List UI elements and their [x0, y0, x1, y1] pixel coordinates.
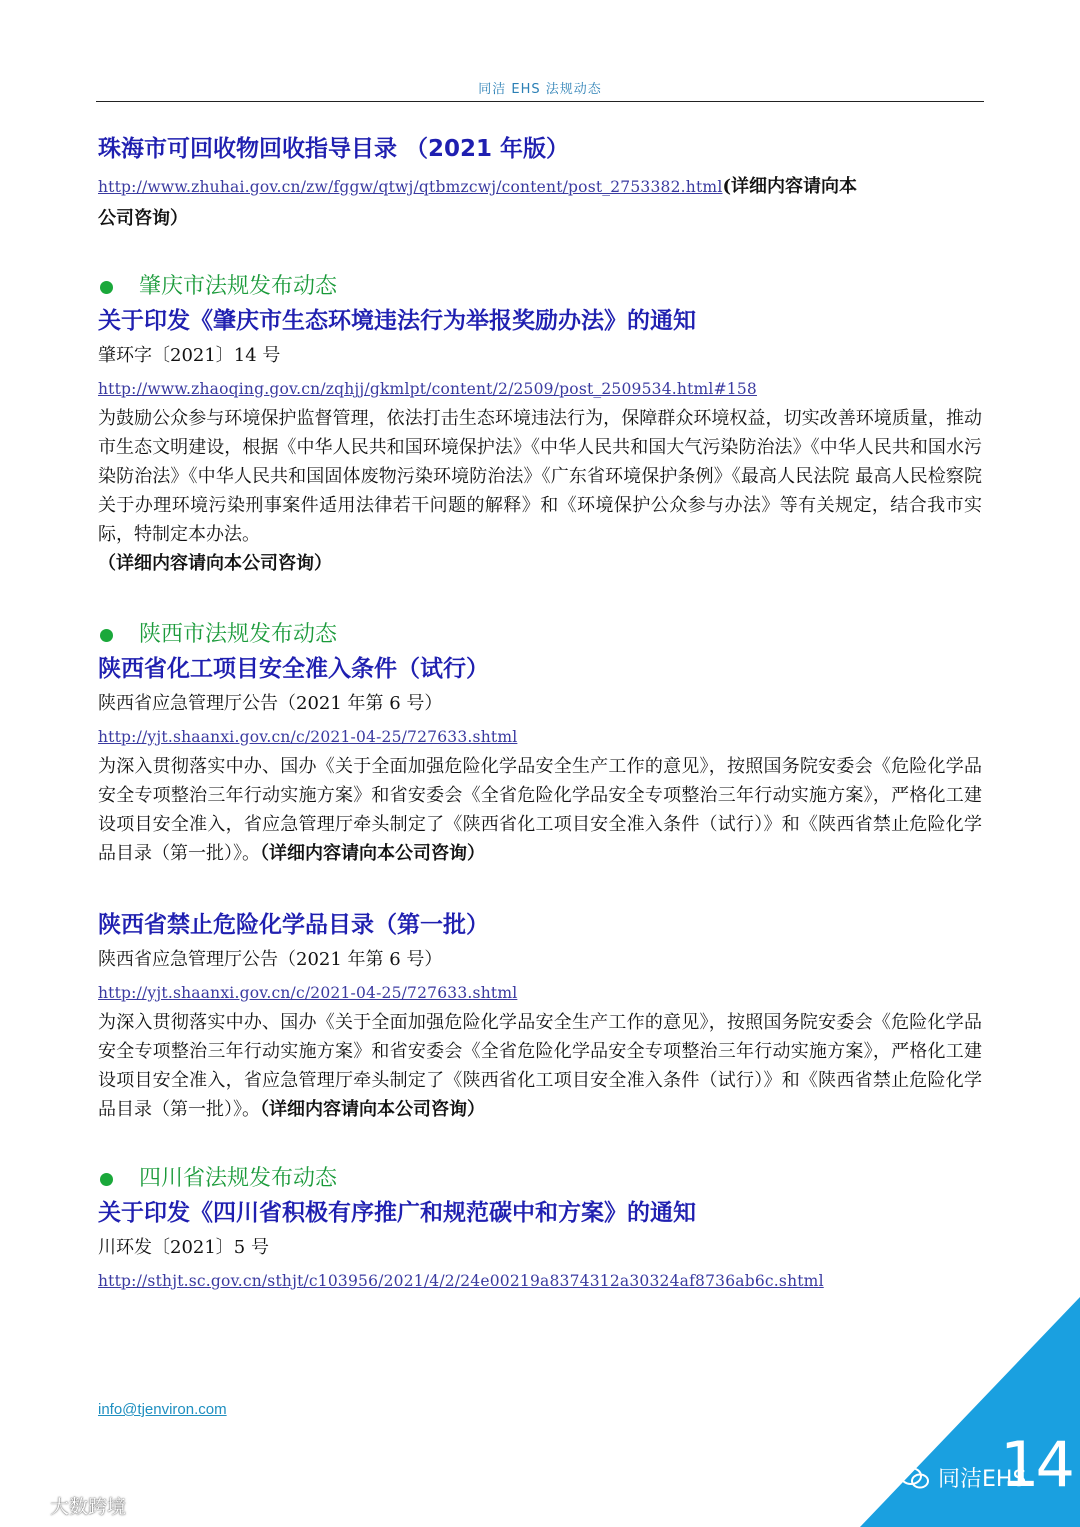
section-sichuan — [98, 1162, 982, 1196]
shaanxi-item2-body — [98, 1008, 982, 1124]
zhuhai-note-cont: 公司咨询） — [98, 208, 188, 229]
shaanxi-item2-link[interactable]: http://yjt.shaanxi.gov.cn/c/2021-04-25/727633.shtml — [98, 984, 518, 1002]
shaanxi-item1-doc-no: 陕西省应急管理厅公告（2021 年第 6 号） — [98, 693, 443, 714]
weibo-icon — [12, 1495, 46, 1517]
shaanxi-item2-doc-no: 陕西省应急管理厅公告（2021 年第 6 号） — [98, 949, 443, 970]
zhaoqing-doc-no: 肇环字〔2021〕14 号 — [98, 345, 281, 366]
watermark-text: 大数跨境 — [50, 1496, 127, 1518]
shaanxi-item1-body — [98, 752, 982, 868]
zhaoqing-title: 关于印发《肇庆市生态环境违法行为举报奖励办法》的通知 — [98, 308, 696, 334]
watermark — [12, 1492, 126, 1519]
zhaoqing-note: （详细内容请向本公司咨询） — [98, 553, 332, 574]
footer-email[interactable]: info@tjenviron.com — [98, 1401, 227, 1418]
bullet-icon — [100, 1173, 113, 1186]
main-content — [98, 130, 982, 1296]
zhuhai-link[interactable]: http://www.zhuhai.gov.cn/zw/fggw/qtwj/qtbmzcwj/content/post_2753382.html — [98, 178, 723, 196]
sichuan-title: 关于印发《四川省积极有序推广和规范碳中和方案》的通知 — [98, 1200, 696, 1226]
body-text: 为深入贯彻落实中办、国办《关于全面加强危险化学品安全生产工作的意见》，按照国务院安委会《危险化学品安全专项整治三年行动实施方案》和省安委会《全省危险化学品安全专项整治三年行动实施方案》，严格化工建设项目安全准入，省应急管理厅牵头制定了《陕西省化工项目安全准入条件（试行）》和《陕西省禁止危险化学品目录（第一批）》。 — [98, 756, 982, 864]
shaanxi-item1-link[interactable]: http://yjt.shaanxi.gov.cn/c/2021-04-25/727633.shtml — [98, 728, 518, 746]
zhuhai-note: (详细内容请向本 — [722, 176, 858, 197]
section-label: 陕西市法规发布动态 — [139, 622, 338, 647]
section-shaanxi — [98, 618, 982, 652]
shaanxi-item2-title: 陕西省禁止危险化学品目录（第一批） — [98, 912, 489, 938]
wechat-icon — [900, 1466, 930, 1490]
page-number: 14 — [1000, 1428, 1071, 1501]
section-zhaoqing — [98, 270, 982, 304]
header-divider — [96, 101, 984, 102]
zhaoqing-body: 为鼓励公众参与环境保护监督管理，依法打击生态环境违法行为，保障群众环境权益，切实改善环境质量，推动市生态文明建设，根据《中华人民共和国环境保护法》《中华人民共和国大气污染防治法》《中华人民共和国水污染防治法》《中华人民共和国固体废物污染环境防治法》《广东省环境保护条例》《最高人民法院 最高人民检察院关于办理环境污染刑事案件适用法律若干问题的解释》和《环境保护公众参与办法》等有关规定，结合我市实际，特制定本办法。 — [98, 408, 982, 545]
body-text: 为深入贯彻落实中办、国办《关于全面加强危险化学品安全生产工作的意见》，按照国务院安委会《危险化学品安全专项整治三年行动实施方案》和省安委会《全省危险化学品安全专项整治三年行动实施方案》，严格化工建设项目安全准入，省应急管理厅牵头制定了《陕西省化工项目安全准入条件（试行）》和《陕西省禁止危险化学品目录（第一批）》。 — [98, 1012, 982, 1120]
page-header: 同洁 EHS 法规动态 — [478, 82, 602, 97]
bullet-icon — [100, 281, 113, 294]
section-label: 四川省法规发布动态 — [139, 1166, 338, 1191]
wechat-badge — [900, 1462, 1026, 1493]
zhuhai-title: 珠海市可回收物回收指导目录 （2021 年版） — [98, 136, 570, 162]
zhaoqing-link[interactable]: http://www.zhaoqing.gov.cn/zqhjj/gkmlpt/content/2/2509/post_2509534.html#158 — [98, 380, 757, 398]
section-label: 肇庆市法规发布动态 — [139, 274, 338, 299]
note: （详细内容请向本公司咨询） — [260, 1099, 485, 1120]
wechat-label: 同洁EHS — [938, 1467, 1027, 1492]
shaanxi-item1-title: 陕西省化工项目安全准入条件（试行） — [98, 656, 489, 682]
zhuhai-link-line — [98, 172, 982, 202]
sichuan-link[interactable]: http://sthjt.sc.gov.cn/sthjt/c103956/2021/4/2/24e00219a8374312a30324af8736ab6c.shtml — [98, 1272, 824, 1290]
note: （详细内容请向本公司咨询） — [260, 843, 485, 864]
sichuan-doc-no: 川环发〔2021〕5 号 — [98, 1237, 269, 1258]
bullet-icon — [100, 629, 113, 642]
